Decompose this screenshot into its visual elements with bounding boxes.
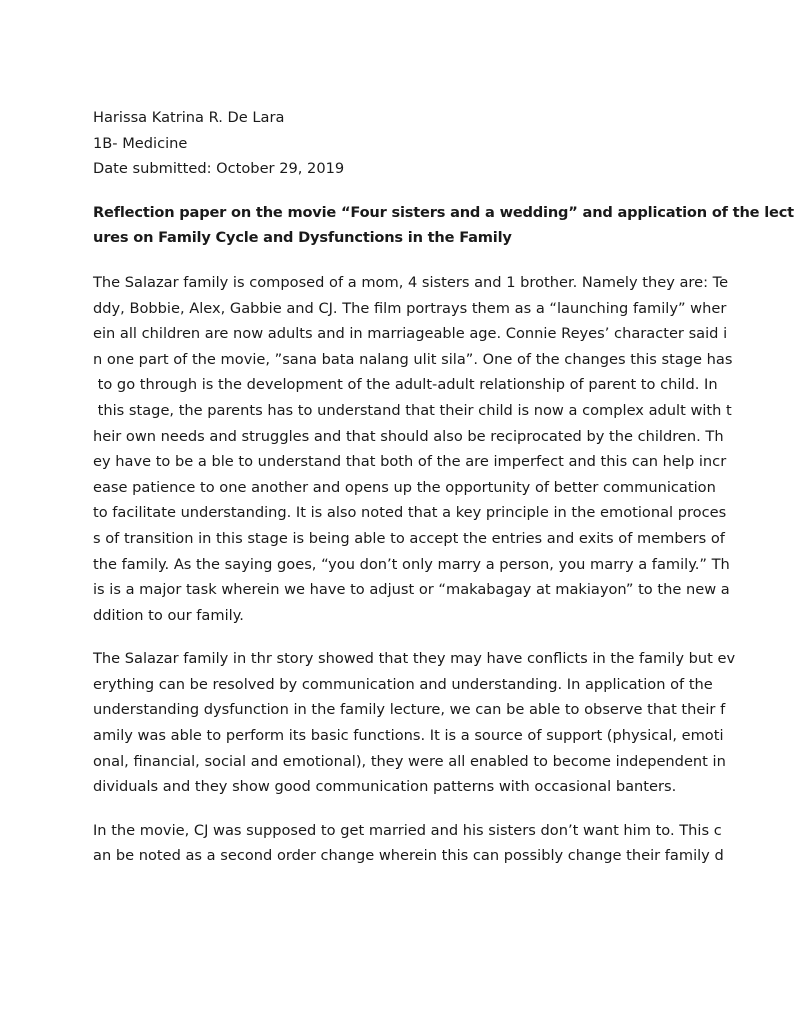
text-line: ey have to be a ble to understand that both of the are imperfect and this can help incr [93, 453, 727, 471]
text-line: onal, financial, social and emotional), they were all enabled to become independent in [93, 752, 726, 770]
text-line: to go through is the development of the adult-adult relationship of parent to child. In [93, 376, 718, 394]
document-content [93, 105, 794, 887]
text-line: n one part of the movie, ”sana bata nalang ulit sila”. One of the changes this stage has [93, 350, 733, 368]
text-line: ein all children are now adults and in marriageable age. Connie Reyes’ character said i [93, 325, 728, 343]
paragraph-1 [93, 270, 733, 628]
text-line: In the movie, CJ was supposed to get married and his sisters don’t want him to. This c [93, 821, 722, 839]
text-line: an be noted as a second order change wherein this can possibly change their family d [93, 847, 724, 865]
text-line: dividuals and they show good communication patterns with occasional banters. [93, 778, 677, 796]
text-line: to facilitate understanding. It is also noted that a key principle in the emotional proces [93, 504, 727, 522]
text-line: The Salazar family is composed of a mom, 4 sisters and 1 brother. Namely they are: Te [93, 273, 729, 291]
text-line: ddy, Bobbie, Alex, Gabbie and CJ. The film portrays them as a “launching family” wher [93, 299, 727, 317]
text-line: ddition to our family. [93, 606, 244, 624]
paragraph-2 [93, 646, 736, 800]
text-line: erything can be resolved by communication and understanding. In application of the [93, 675, 713, 693]
author-header [93, 105, 675, 182]
text-line: heir own needs and struggles and that should also be reciprocated by the children. Th [93, 427, 724, 445]
text-line: this stage, the parents has to understand that their child is now a complex adult with t [93, 401, 732, 419]
paper-title [93, 200, 794, 251]
text-line: amily was able to perform its basic functions. It is a source of support (physical, emoti [93, 727, 724, 745]
text-line: the family. As the saying goes, “you don’t only marry a person, you marry a family.” Th [93, 555, 730, 573]
paragraph-3 [93, 818, 724, 869]
text-line: ease patience to one another and opens up the opportunity of better communication [93, 478, 716, 496]
text-line: The Salazar family in thr story showed that they may have conflicts in the family but ev [93, 650, 736, 668]
section-label: 1B- Medicine [93, 134, 188, 152]
title-line: Reflection paper on the movie “Four sisters and a wedding” and application of the lect [93, 203, 794, 221]
text-line: s of transition in this stage is being able to accept the entries and exits of members of [93, 529, 725, 547]
text-line: understanding dysfunction in the family lecture, we can be able to observe that their f [93, 701, 726, 719]
author-name: Harissa Katrina R. De Lara [93, 109, 285, 126]
title-line: ures on Family Cycle and Dysfunctions in the Family [93, 229, 512, 247]
date-submitted: Date submitted: October 29, 2019 [93, 160, 345, 178]
text-line: is is a major task wherein we have to adjust or “makabagay at makiayon” to the new a [93, 581, 730, 599]
